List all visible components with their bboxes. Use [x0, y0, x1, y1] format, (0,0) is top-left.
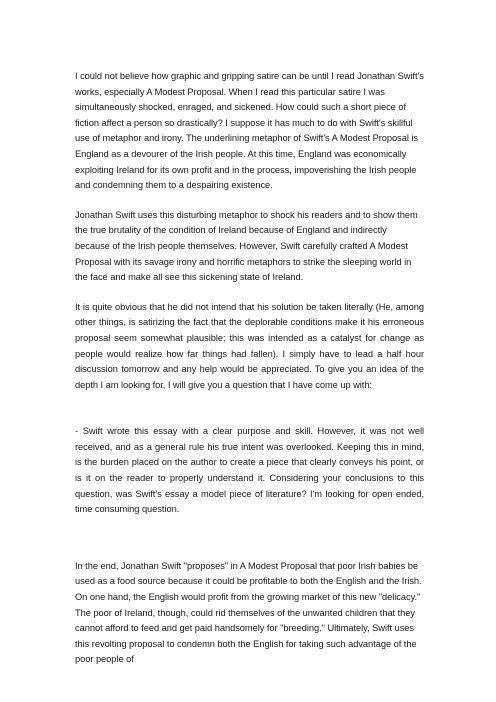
document-body — [75, 69, 424, 668]
paragraph-spacer — [75, 286, 424, 300]
paragraph-discussion-request: It is quite obvious that he did not intend that his solution be taken literally (He, among other things, is satirizing the fact that the deplorable conditions make it his erroneous proposal seem somewhat plausible; this was intended as a catalyst for change as people would realize how far things had fallen). I simply have to lead a half hour discussion tomorrow and any help would be appreciated. To give you an idea of the depth I am looking for, I will give you a question that I have come up with: — [75, 301, 424, 390]
paragraph-spacer — [75, 393, 424, 424]
paragraph-spacer — [75, 518, 424, 559]
paragraph-spacer — [75, 194, 424, 208]
paragraph-metaphor: Jonathan Swift uses this disturbing metaphor to shock his readers and to show them the true brutality of the condition of Ireland because of England and indirectly because of the Irish people themselves. However, Swift carefully crafted A Modest Proposal with its savage irony and horrific metaphors to strike the sleeping world in the face and make all see this sickening state of Ireland. — [75, 209, 418, 283]
paragraph-intro: I could not believe how graphic and gripping satire can be until I read Jonathan Swift's works, especially A Modest Proposal. When I read this particular satire I was simultaneously shocked, enraged, and sickened. How could such a short piece of fiction affect a person so drastically? I suppose it has much to do with Swift's skillful use of metaphor and irony. The underlining metaphor of Swift's A Modest Proposal is England as a devourer of the Irish people. At this time, England was economically exploiting Ireland for its own profit and in the process, impoverishing the Irish people and condemning them to a despairing existence. — [75, 71, 424, 191]
paragraph-question: - Swift wrote this essay with a clear purpose and skill. However, it was not well received, and as a general rule his true intent was overlooked. Keeping this in mind, is the burden placed on the author to create a piece that clearly conveys his point, or is it on the reader to properly understand it. Considering your conclusions to this question, was Swift's essay a model piece of literature? I'm looking for open ended, time consuming question. — [75, 426, 424, 515]
paragraph-conclusion: In the end, Jonathan Swift "proposes" in A Modest Proposal that poor Irish babies be used as a food source because it could be profitable to both the English and the Irish. On one hand, the English would profit from the growing market of this new "delicacy." The poor of Ireland, though, could rid themselves of the unwanted children that they cannot afford to feed and get paid handsomely for "breeding." Ultimately, Swift uses this revolting proposal to condemn both the English for taking such advantage of the poor people of — [75, 560, 422, 665]
